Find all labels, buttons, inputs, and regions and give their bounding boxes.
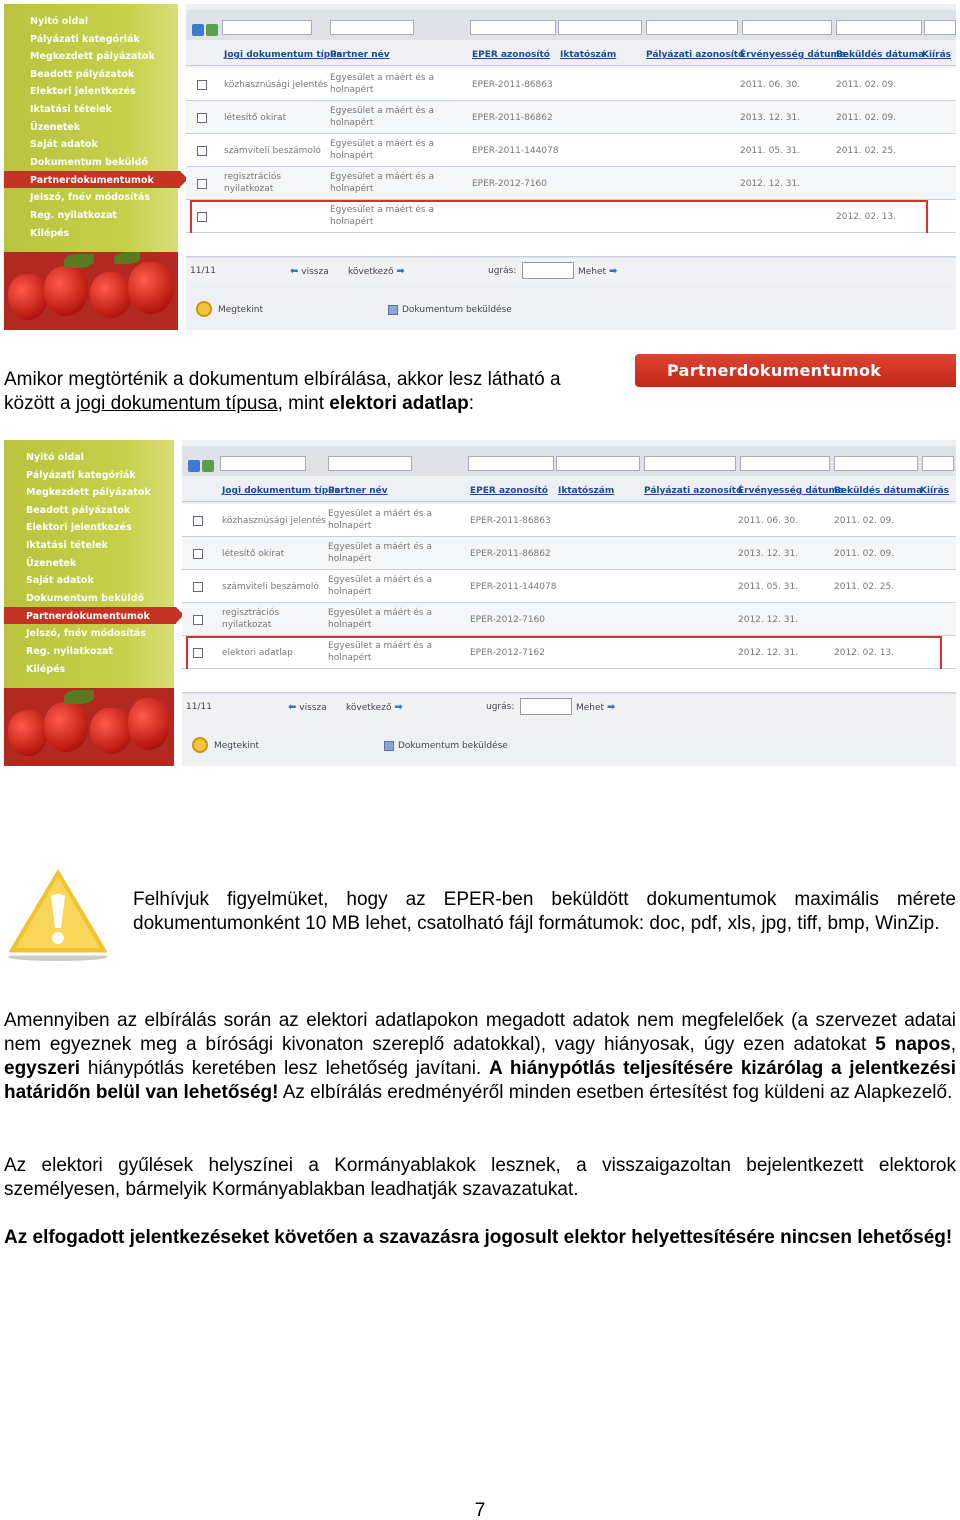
next-label: következő <box>346 703 392 713</box>
intro-text <box>4 368 628 416</box>
go-button[interactable] <box>578 266 617 277</box>
intro-line-2 <box>4 392 628 416</box>
screenshot-before <box>4 4 956 330</box>
filter-input[interactable] <box>558 20 642 35</box>
col-doc-type[interactable]: Jogi dokumentum típus <box>224 50 342 60</box>
cell-eper: EPER-2011-86862 <box>470 549 551 559</box>
menu-item-doc-upload[interactable]: Dokumentum beküldő <box>30 157 149 168</box>
cell-type: regisztrációs nyilatkozat <box>222 608 280 630</box>
menu-item-filing[interactable]: Iktatási tételek <box>26 540 108 551</box>
para1-text: Amennyiben az elbírálás során az elektori adatlapokon megadott adatok nem megfelelőek (a szervezet adatai nem egyeznek meg a bírósági kivonaton szereplő adatokkal), vagy hiányosak, úgy ezen adatokat <box>4 1010 956 1055</box>
filter-input[interactable] <box>740 456 830 471</box>
intro-bold: elektori adatlap <box>329 393 469 414</box>
cell-valid: 2011. 06. 30. <box>738 516 799 526</box>
row-checkbox[interactable] <box>193 615 203 625</box>
view-button[interactable]: Megtekint <box>214 741 260 751</box>
row-checkbox[interactable] <box>193 516 203 526</box>
row-checkbox[interactable] <box>197 179 207 189</box>
table-row[interactable] <box>186 167 956 200</box>
strawberry-image <box>4 688 174 766</box>
document-list-panel <box>182 440 956 766</box>
menu-item-logout[interactable]: Kilépés <box>30 228 70 239</box>
col-valid[interactable]: Érvényesség dátuma <box>738 486 845 496</box>
menu-item-logout[interactable]: Kilépés <box>26 664 66 675</box>
next-label: következő <box>348 267 394 277</box>
cell-eper: EPER-2011-144078 <box>472 146 559 156</box>
go-label: Mehet <box>578 267 607 277</box>
menu-item-doc-upload[interactable]: Dokumentum beküldő <box>26 593 145 604</box>
cell-sent: 2012. 02. 13. <box>834 648 895 658</box>
intro-mid: , mint <box>277 393 330 414</box>
document-icon <box>384 741 394 751</box>
excel-icon[interactable] <box>202 460 214 472</box>
cell-eper: EPER-2011-144078 <box>470 582 557 592</box>
menu-item-home[interactable]: Nyitó oldal <box>30 16 89 27</box>
intro-pre: között a <box>4 393 76 414</box>
cell-eper: EPER-2011-86863 <box>470 516 551 526</box>
cell-sent: 2012. 02. 13. <box>836 212 897 222</box>
cell-partner: Egyesület a máért és a <box>330 172 434 182</box>
table-row[interactable] <box>186 134 956 167</box>
row-checkbox[interactable] <box>197 80 207 90</box>
table-row[interactable] <box>186 68 956 101</box>
cell-valid: 2011. 06. 30. <box>740 80 801 90</box>
col-call[interactable]: Kiírás <box>922 50 952 60</box>
menu-item-home[interactable]: Nyitó oldal <box>26 452 85 463</box>
page-count: 11/11 <box>186 702 212 712</box>
menu-item-messages[interactable]: Üzenetek <box>26 558 77 569</box>
cell-sent: 2011. 02. 09. <box>836 80 897 90</box>
table-header <box>186 40 956 66</box>
cell-partner: Egyesület a máért és a <box>328 641 432 651</box>
cell-valid: 2011. 05. 31. <box>740 146 801 156</box>
page-number: 7 <box>474 1500 486 1520</box>
cell-eper: EPER-2012-7160 <box>470 615 545 625</box>
menu-item-categories[interactable]: Pályázati kategóriák <box>26 470 136 481</box>
cell-type: számviteli beszámoló <box>222 582 319 592</box>
cell-partner: Egyesület a máért és a <box>330 205 434 215</box>
warning-text: Felhívjuk figyelmüket, hogy az EPER-ben beküldött dokumentumok maximális mérete dokumentumonként 10 MB lehet, csatolható fájl formátumok: doc, pdf, xls, jpg, tiff, bmp, WinZip. <box>133 889 956 934</box>
table-header <box>182 476 956 502</box>
filter-input[interactable] <box>328 456 412 471</box>
cell-partner: holnapért <box>330 184 374 194</box>
excel-icon[interactable] <box>206 24 218 36</box>
intro-end: : <box>468 393 474 414</box>
row-checkbox[interactable] <box>193 582 203 592</box>
page-count: 11/11 <box>190 266 216 276</box>
cell-partner: holnapért <box>328 620 372 630</box>
filter-toolbar <box>186 10 956 40</box>
menu-item-reg[interactable]: Reg. nyilatkozat <box>26 646 113 657</box>
filter-input[interactable] <box>470 20 556 35</box>
table-row-empty <box>182 669 956 693</box>
partner-docs-banner <box>635 354 956 387</box>
menu-item-reg[interactable]: Reg. nyilatkozat <box>30 210 117 221</box>
goto-input[interactable] <box>522 262 574 279</box>
table-row-empty <box>186 233 956 257</box>
cell-partner: holnapért <box>328 521 372 531</box>
col-filing[interactable]: Iktatószám <box>558 486 615 496</box>
menu-item-filing[interactable]: Iktatási tételek <box>30 104 112 115</box>
strawberry-image <box>4 252 178 330</box>
cell-type: közhasznúsági jelentés <box>222 516 326 526</box>
menu-item-partner-docs[interactable]: Partnerdokumentumok <box>30 175 154 186</box>
menu-item-own-data[interactable]: Saját adatok <box>30 139 98 150</box>
col-app-id[interactable]: Pályázati azonosító <box>644 486 743 496</box>
table-row[interactable] <box>182 537 956 570</box>
table-row[interactable] <box>186 101 956 134</box>
filter-input[interactable] <box>468 456 554 471</box>
cell-partner: Egyesület a máért és a <box>330 73 434 83</box>
cell-eper: EPER-2011-86862 <box>472 113 553 123</box>
cell-partner: holnapért <box>330 118 374 128</box>
pagination-bar <box>182 693 956 719</box>
pagination-bar <box>186 257 956 283</box>
col-sent[interactable]: Beküldés dátuma <box>836 50 925 60</box>
paragraph-venues: Az elektori gyűlések helyszínei a Kormányablakok lesznek, a visszaigazoltan bejelentkezett elektorok személyesen, bármelyik Kormányablakban leadhatják szavazatukat. <box>4 1155 956 1200</box>
filter-input[interactable] <box>222 20 312 35</box>
document-icon <box>388 305 398 315</box>
filter-input[interactable] <box>924 20 956 35</box>
cell-partner: holnapért <box>328 587 372 597</box>
menu-item-submitted[interactable]: Beadott pályázatok <box>26 505 131 516</box>
banner-label: Partnerdokumentumok <box>667 361 882 380</box>
warning-icon <box>4 862 112 962</box>
arrow-right-icon: ➡ <box>394 702 403 713</box>
cell-valid: 2011. 05. 31. <box>738 582 799 592</box>
cell-valid: 2012. 12. 31. <box>738 615 799 625</box>
cell-partner: Egyesület a máért és a <box>328 542 432 552</box>
filter-input[interactable] <box>646 20 738 35</box>
cell-valid: 2013. 12. 31. <box>738 549 799 559</box>
menu-item-partner-docs[interactable]: Partnerdokumentumok <box>26 611 150 622</box>
arrow-right-icon: ➡ <box>396 266 405 277</box>
cell-type: létesítő okirat <box>222 549 285 559</box>
col-filing[interactable]: Iktatószám <box>560 50 617 60</box>
view-button[interactable]: Megtekint <box>218 305 264 315</box>
document-list-panel <box>186 4 956 330</box>
filter-input[interactable] <box>556 456 640 471</box>
arrow-left-icon: ⬅ <box>288 702 297 713</box>
cell-partner: holnapért <box>330 85 374 95</box>
action-bar <box>182 730 956 762</box>
col-app-id[interactable]: Pályázati azonosító <box>646 50 745 60</box>
cell-sent: 2011. 02. 09. <box>834 549 895 559</box>
next-button[interactable] <box>348 266 405 277</box>
para1-bold: 5 napos <box>875 1034 951 1055</box>
paragraph-no-substitute: Az elfogadott jelentkezéseket követően a szavazásra jogosult elektor helyettesítésére nincsen lehetőség! <box>4 1227 953 1248</box>
goto-input[interactable] <box>520 698 572 715</box>
table-row[interactable] <box>182 504 956 537</box>
magnifier-icon[interactable] <box>192 737 208 753</box>
goto-label: ugrás: <box>488 266 517 276</box>
prev-label: vissza <box>299 703 327 713</box>
paragraph-deficiency <box>4 1009 956 1105</box>
filter-input[interactable] <box>834 456 918 471</box>
filter-input[interactable] <box>644 456 736 471</box>
row-checkbox[interactable] <box>193 549 203 559</box>
para1-bold: A hiánypótlás teljesítésére kizárólag a jelentkezési határidőn belül van lehetőség! <box>4 1058 956 1103</box>
go-button[interactable] <box>576 702 615 713</box>
cell-sent: 2011. 02. 09. <box>836 113 897 123</box>
col-eper[interactable]: EPER azonosító <box>470 486 548 496</box>
para1-text: Az elbírálás eredményéről minden esetben értesítést fog küldeni az Alapkezelő. <box>278 1082 953 1103</box>
col-partner[interactable]: Partner név <box>330 50 390 60</box>
menu-item-elector[interactable]: Elektori jelentkezés <box>30 86 136 97</box>
menu-item-submitted[interactable]: Beadott pályázatok <box>30 69 135 80</box>
cell-type: regisztrációs nyilatkozat <box>224 172 282 194</box>
cell-type: közhasznúsági jelentés <box>224 80 328 90</box>
filter-input[interactable] <box>220 456 306 471</box>
filter-input[interactable] <box>922 456 954 471</box>
arrow-right-icon: ➡ <box>606 702 616 713</box>
menu-item-started[interactable]: Megkezdett pályázatok <box>30 51 155 62</box>
send-doc-button[interactable]: Dokumentum beküldése <box>398 741 508 751</box>
filter-input[interactable] <box>836 20 922 35</box>
col-eper[interactable]: EPER azonosító <box>472 50 550 60</box>
menu-item-elector[interactable]: Elektori jelentkezés <box>26 522 132 533</box>
prev-label: vissza <box>301 267 329 277</box>
sidebar-menu <box>4 4 178 330</box>
screenshot-after <box>4 440 956 766</box>
highlight-frame <box>186 636 942 672</box>
prev-button[interactable] <box>290 266 329 277</box>
cell-valid: 2013. 12. 31. <box>740 113 801 123</box>
send-doc-button[interactable]: Dokumentum beküldése <box>402 305 512 315</box>
menu-item-messages[interactable]: Üzenetek <box>30 122 81 133</box>
arrow-right-icon: ➡ <box>608 266 618 277</box>
cell-partner: Egyesület a máért és a <box>330 139 434 149</box>
cell-type: elektori adatlap <box>222 648 293 658</box>
cell-eper: EPER-2012-7162 <box>470 648 545 658</box>
para1-bold: egyszeri <box>4 1058 81 1079</box>
col-call[interactable]: Kiírás <box>920 486 950 496</box>
cell-eper: EPER-2011-86863 <box>472 80 553 90</box>
filter-input[interactable] <box>330 20 414 35</box>
cell-type: számviteli beszámoló <box>224 146 321 156</box>
table-row[interactable] <box>182 570 956 603</box>
menu-item-own-data[interactable]: Saját adatok <box>26 575 94 586</box>
cell-partner: holnapért <box>330 151 374 161</box>
next-button[interactable] <box>346 702 403 713</box>
cell-valid: 2012. 12. 31. <box>740 179 801 189</box>
table-row[interactable] <box>182 603 956 636</box>
cell-sent: 2011. 02. 25. <box>836 146 897 156</box>
col-sent[interactable]: Beküldés dátuma <box>834 486 923 496</box>
cell-partner: Egyesület a máért és a <box>328 608 432 618</box>
cell-partner: holnapért <box>328 653 372 663</box>
col-valid[interactable]: Érvényesség dátuma <box>740 50 847 60</box>
intro-line-1: Amikor megtörténik a dokumentum elbírálása, akkor lesz látható a <box>4 369 561 390</box>
arrow-left-icon: ⬅ <box>290 266 299 277</box>
cell-valid: 2012. 12. 31. <box>738 648 799 658</box>
cell-partner: Egyesület a máért és a <box>328 509 432 519</box>
refresh-icon[interactable] <box>188 460 200 472</box>
cell-partner: Egyesület a máért és a <box>328 575 432 585</box>
menu-item-password[interactable]: Jelszó, fnév módosítás <box>30 192 150 203</box>
cell-partner: holnapért <box>328 554 372 564</box>
row-checkbox[interactable] <box>197 146 207 156</box>
cell-partner: Egyesület a máért és a <box>330 106 434 116</box>
cell-sent: 2011. 02. 09. <box>834 516 895 526</box>
filter-toolbar <box>182 446 956 476</box>
go-label: Mehet <box>576 703 605 713</box>
cell-eper: EPER-2012-7160 <box>472 179 547 189</box>
intro-link: jogi dokumentum típusa <box>75 393 278 414</box>
para1-text: hiánypótlás keretében lesz lehetőség javítani. <box>80 1058 490 1079</box>
col-partner[interactable]: Partner név <box>328 486 388 496</box>
highlight-frame <box>190 200 928 236</box>
cell-sent: 2011. 02. 25. <box>834 582 895 592</box>
magnifier-icon[interactable] <box>196 301 212 317</box>
col-doc-type[interactable]: Jogi dokumentum típus <box>222 486 340 496</box>
filter-input[interactable] <box>742 20 832 35</box>
refresh-icon[interactable] <box>192 24 204 36</box>
para1-text: , <box>950 1034 956 1055</box>
sidebar-menu <box>4 440 174 766</box>
menu-item-password[interactable]: Jelszó, fnév módosítás <box>26 628 146 639</box>
cell-type: létesítő okirat <box>224 113 287 123</box>
row-checkbox[interactable] <box>197 113 207 123</box>
cell-partner: holnapért <box>330 217 374 227</box>
menu-item-started[interactable]: Megkezdett pályázatok <box>26 487 151 498</box>
action-bar <box>186 294 956 326</box>
goto-label: ugrás: <box>486 702 515 712</box>
prev-button[interactable] <box>288 702 327 713</box>
menu-item-categories[interactable]: Pályázati kategóriák <box>30 34 140 45</box>
